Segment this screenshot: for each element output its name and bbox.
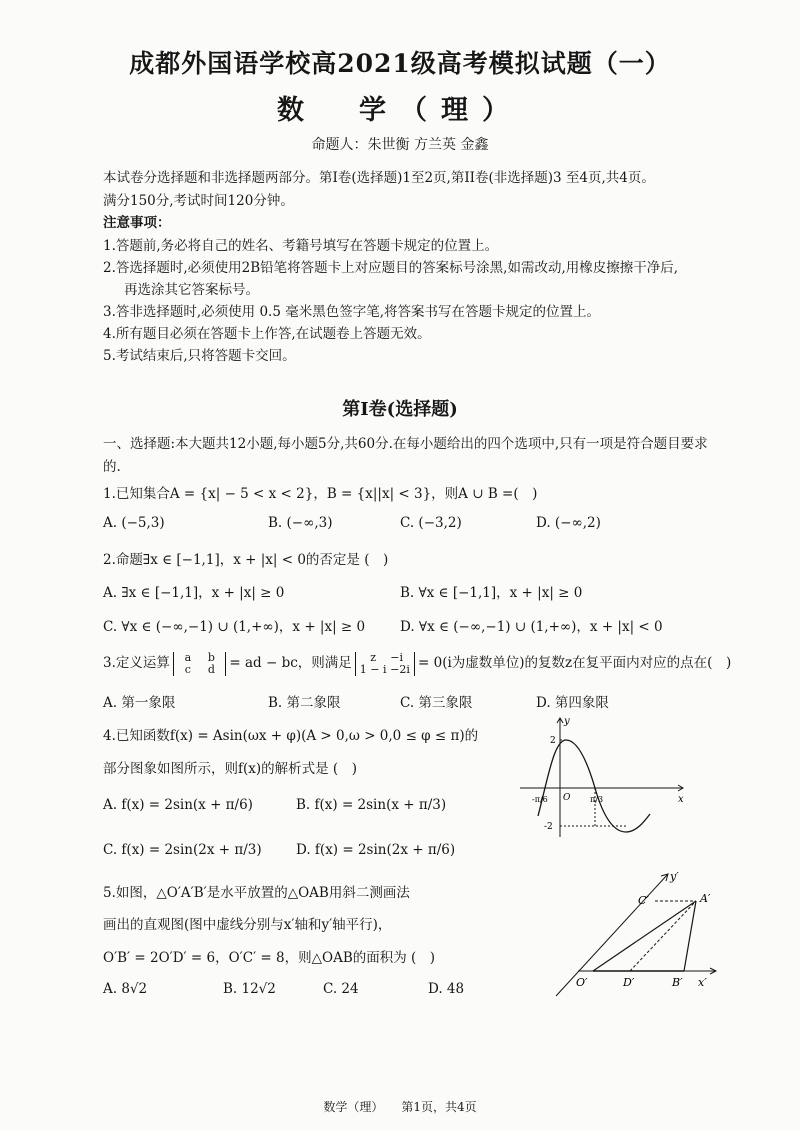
point-o-label: O′ (576, 976, 588, 989)
subject-title: 数 学（理） (277, 95, 523, 126)
question-2-stem: 2.命题∃x ∈ [−1,1]，x + |x| < 0的否定是 ( ) (103, 552, 389, 568)
question-3-prefix: 3.定义运算 (103, 655, 170, 671)
determinant-condition (355, 652, 415, 676)
det-entry: −2i (390, 662, 410, 676)
section-instructions: 一、选择题:本大题共12小题,每小题5分,共60分.在每小题给出的四个选项中,只有一项是符合题目要求 (103, 436, 708, 452)
question-1-option-d: D. (−∞,2) (536, 515, 601, 531)
sine-curve (538, 740, 650, 832)
origin-label: O (563, 793, 571, 803)
note-item: 再选涂其它答案标号。 (124, 282, 259, 298)
exam-title: 成都外国语学校高2021级高考模拟试题（一） (129, 49, 671, 78)
question-5-option-d: D. 48 (428, 981, 465, 997)
oblique-projection-figure (548, 868, 728, 1000)
det-entry: d (207, 662, 215, 676)
note-item: 3.答非选择题时,必须使用 0.5 毫米黑色签字笔,将答案书写在答题卡规定的位置上。 (103, 304, 601, 320)
point-b-label: B′ (672, 976, 683, 989)
sine-graph (518, 712, 688, 842)
y-label: y (564, 716, 570, 727)
notice-heading: 注意事项： (103, 215, 171, 231)
det-entry: −i (390, 650, 404, 664)
question-2-option-c: C. ∀x ∈ (−∞,−1) ∪ (1,+∞)，x + |x| ≥ 0 (103, 619, 366, 635)
question-3-stem (103, 648, 731, 678)
note-item: 2.答选择题时,必须使用2B铅笔将答题卡上对应题目的答案标号涂黑,如需改动,用橡皮擦擦干净后, (103, 260, 679, 276)
question-4-stem-cont: 部分图象如图所示，则f(x)的解析式是 ( ) (103, 761, 357, 777)
note-item: 1.答题前,务必将自己的姓名、考籍号填写在答题卡规定的位置上。 (103, 238, 499, 254)
x-right-label: π/3 (590, 795, 604, 804)
point-a-label: A′ (700, 892, 711, 905)
det-entry: c (184, 662, 191, 676)
note-item: 5.考试结束后,只将答题卡交回。 (103, 348, 296, 364)
intro-line-1: 本试卷分选择题和非选择题两部分。第Ⅰ卷(选择题)1至2页,第II卷(非选择题)3 至4页,共4页。 (103, 170, 655, 186)
intro-line-2: 满分150分,考试时间120分钟。 (103, 193, 294, 209)
question-5-stem-cont: 画出的直观图(图中虚线分别与x′轴和y′轴平行)， (103, 917, 392, 933)
page-footer: 数学（理） 第1页，共4页 (323, 1100, 477, 1114)
question-3-middle: = ad − bc，则满足 (229, 655, 352, 671)
question-2-option-b: B. ∀x ∈ [−1,1]，x + |x| ≥ 0 (400, 585, 583, 601)
det-entry: a (184, 650, 192, 664)
question-2-option-d: D. ∀x ∈ (−∞,−1) ∪ (1,+∞)，x + |x| < 0 (400, 619, 663, 635)
question-1-option-c: C. (−3,2) (400, 515, 462, 531)
authors-line: 命题人：朱世衡 方兰英 金鑫 (311, 137, 489, 153)
question-1-option-b: B. (−∞,3) (268, 515, 333, 531)
note-item: 4.所有题目必须在答题卡上作答,在试题卷上答题无效。 (103, 326, 431, 342)
question-5-option-c: C. 24 (323, 981, 359, 997)
question-3-option-b: B. 第二象限 (268, 695, 341, 711)
det-entry: z (370, 650, 377, 664)
y-prime-label: y′ (670, 870, 679, 883)
question-4-option-b: B. f(x) = 2sin(x + π/3) (296, 797, 447, 813)
x-left-label: -π/6 (532, 795, 548, 804)
x-prime-label: x′ (698, 976, 707, 989)
question-3-option-d: D. 第四象限 (536, 695, 609, 711)
question-4-option-c: C. f(x) = 2sin(2x + π/3) (103, 842, 262, 858)
y-min-label: -2 (544, 822, 553, 832)
question-4-option-d: D. f(x) = 2sin(2x + π/6) (296, 842, 456, 858)
x-label: x (678, 794, 684, 805)
y-prime-axis (556, 874, 668, 996)
question-5-stem: 5.如图，△O′A′B′是水平放置的△OAB用斜二测画法 (103, 885, 410, 901)
question-1-option-a: A. (−5,3) (103, 515, 165, 531)
section-title: 第Ⅰ卷(选择题) (342, 399, 458, 420)
question-1-stem: 1.已知集合A = {x| − 5 < x < 2}，B = {x||x| < 3}，则A ∪ B =( ) (103, 486, 538, 502)
det-entry: b (207, 650, 215, 664)
question-2-option-a: A. ∃x ∈ [−1,1]，x + |x| ≥ 0 (103, 585, 285, 601)
point-c-label: C′ (638, 894, 649, 907)
det-entry: 1 − i (359, 662, 387, 676)
section-instructions-cont: 的. (103, 459, 121, 475)
point-d-label: D′ (623, 976, 635, 989)
question-3-option-a: A. 第一象限 (103, 695, 176, 711)
y-max-label: 2 (550, 736, 556, 746)
question-5-option-a: A. 8√2 (103, 981, 148, 997)
segment-o-a (593, 901, 696, 971)
question-5-option-b: B. 12√2 (223, 981, 276, 997)
question-4-option-a: A. f(x) = 2sin(x + π/6) (103, 797, 253, 813)
question-3-suffix: = 0(i为虚数单位)的复数z在复平面内对应的点在( ) (418, 655, 732, 671)
question-4-stem: 4.已知函数f(x) = Asin(ωx + φ)(A > 0,ω > 0,0 ≤ φ ≤ π)的 (103, 728, 479, 744)
question-5-stem-cont2: O′B′ = 2O′D′ = 6，O′C′ = 8，则△OAB的面积为 ( ) (103, 950, 436, 966)
determinant-definition (173, 652, 227, 676)
question-3-option-c: C. 第三象限 (400, 695, 473, 711)
